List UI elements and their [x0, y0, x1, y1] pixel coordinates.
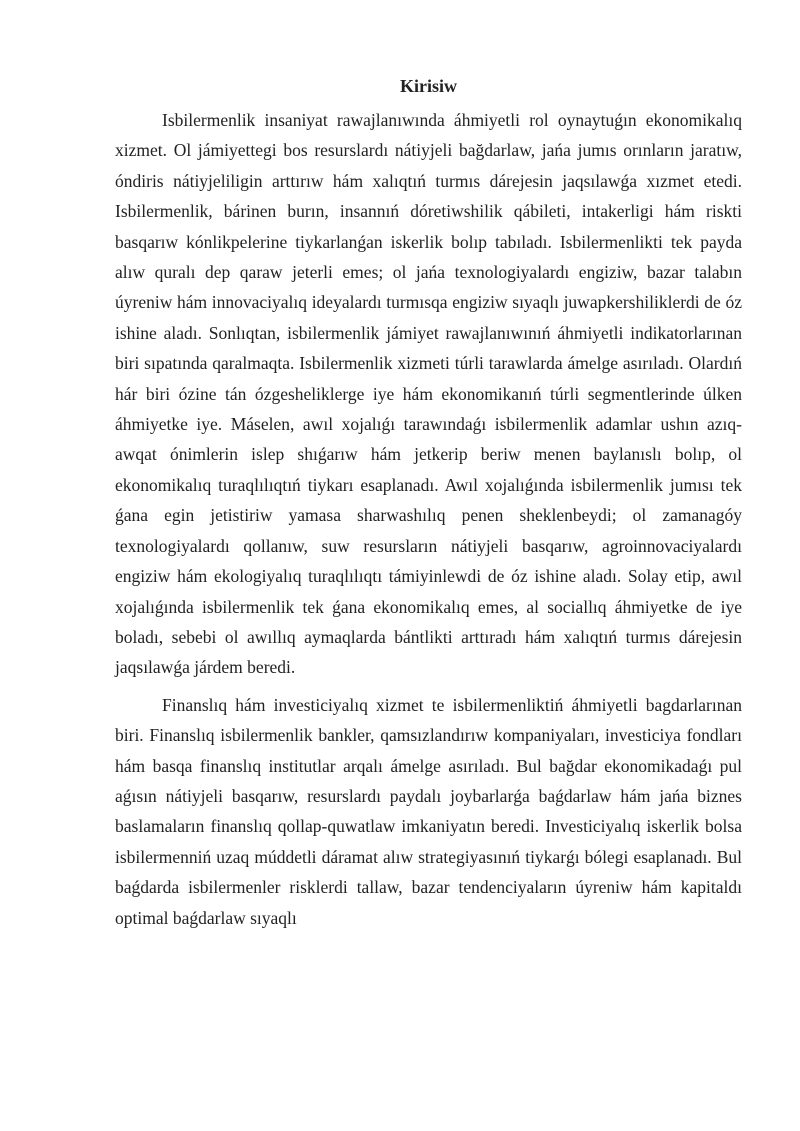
- document-page: [115, 70, 742, 933]
- document-title: Kirisiw: [400, 76, 457, 96]
- paragraph-1: Isbilermenlik insaniyat rawajlanıwında áhmiyetli rol oynaytuǵın ekonomikalıq xizmet. Ol jámiyettegi bos resurslardı nátiyjeli bağdarlaw, jańa jumıs orınların jaratıw, óndiris nátiyjeliligin arttırıw hám xalıqtıń turmıs dárejesin jaqsılawǵa xızmet etedi. Isbilermenlik, bárinen burın, insannıń dóretiwshilik qábileti, intakerligi hám riskti basqarıw kónlikpelerine tiykarlanǵan iskerlik bolıp tabıladı. Isbilermenlikti tek payda alıw quralı dep qaraw jeterli emes; ol jańa texnologiyalardı engiziw, bazar talabın úyreniw hám innovaciyalıq ideyalardı turmısqa engiziw sıyaqlı juwapkershiliklerdi de óz ishine aladı. Sonlıqtan, isbilermenlik jámiyet rawajlanıwınıń áhmiyetli indikatorlarınan biri sıpatında qaralmaqta. Isbilermenlik xizmeti túrli tarawlarda ámelge asırıladı. Olardıń hár biri ózine tán ózgesheliklerge iye hám ekonomikanıń túrli segmentlerinde úlken áhmiyetke iye. Máselen, awıl xojalıǵı tarawındaǵı isbilermenlik adamlar ushın azıq-awqat ónimlerin islep shıǵarıw hám jetkerip beriw menen baylanıslı bolıp, ol ekonomikalıq turaqlılıqtıń tiykarı esaplanadı. Awıl xojalıǵında isbilermenlik jumısı tek ǵana egin jetistiriw yamasa sharwashılıq penen sheklenbeydi; ol zamanagóy texnologiyalardı qollanıw, suw resursların nátiyjeli basqarıw, agroinnovaciyalardı engiziw hám ekologiyalıq turaqlılıqtı támiyinlewdi de óz ishine aladı. Solay etip, awıl xojalıǵında isbilermenlik tek ǵana ekonomikalıq emes, al sociallıq áhmiyetke de iye boladı, sebebi ol awıllıq aymaqlarda bántlikti arttıradı hám xalıqtıń turmıs dárejesin jaqsılawǵa járdem beredi.: [115, 110, 742, 678]
- paragraph-2: Finanslıq hám investiciyalıq xizmet te isbilermenliktiń áhmiyetli bagdarlarınan biri. Finanslıq isbilermenlik bankler, qamsızlandırıw kompaniyaları, investiciya fondları hám basqa finanslıq institutlar arqalı ámelge asırıladı. Bul bağdar ekonomikadaǵı pul aǵısın nátiyjeli basqarıw, resurslardı paydalı joybarlarǵa baǵdarlaw hám jańa biznes baslamaların finanslıq qollap-quwatlaw imkaniyatın beredi. Investiciyalıq iskerlik bolsa isbilermenniń uzaq múddetli dáramat alıw strategiyasınıń tiykarǵı bólegi esaplanadı. Bul baǵdarda isbilermenler risklerdi tallaw, bazar tendenciyaların úyreniw hám kapitaldı optimal baǵdarlaw sıyaqlı: [115, 694, 742, 928]
